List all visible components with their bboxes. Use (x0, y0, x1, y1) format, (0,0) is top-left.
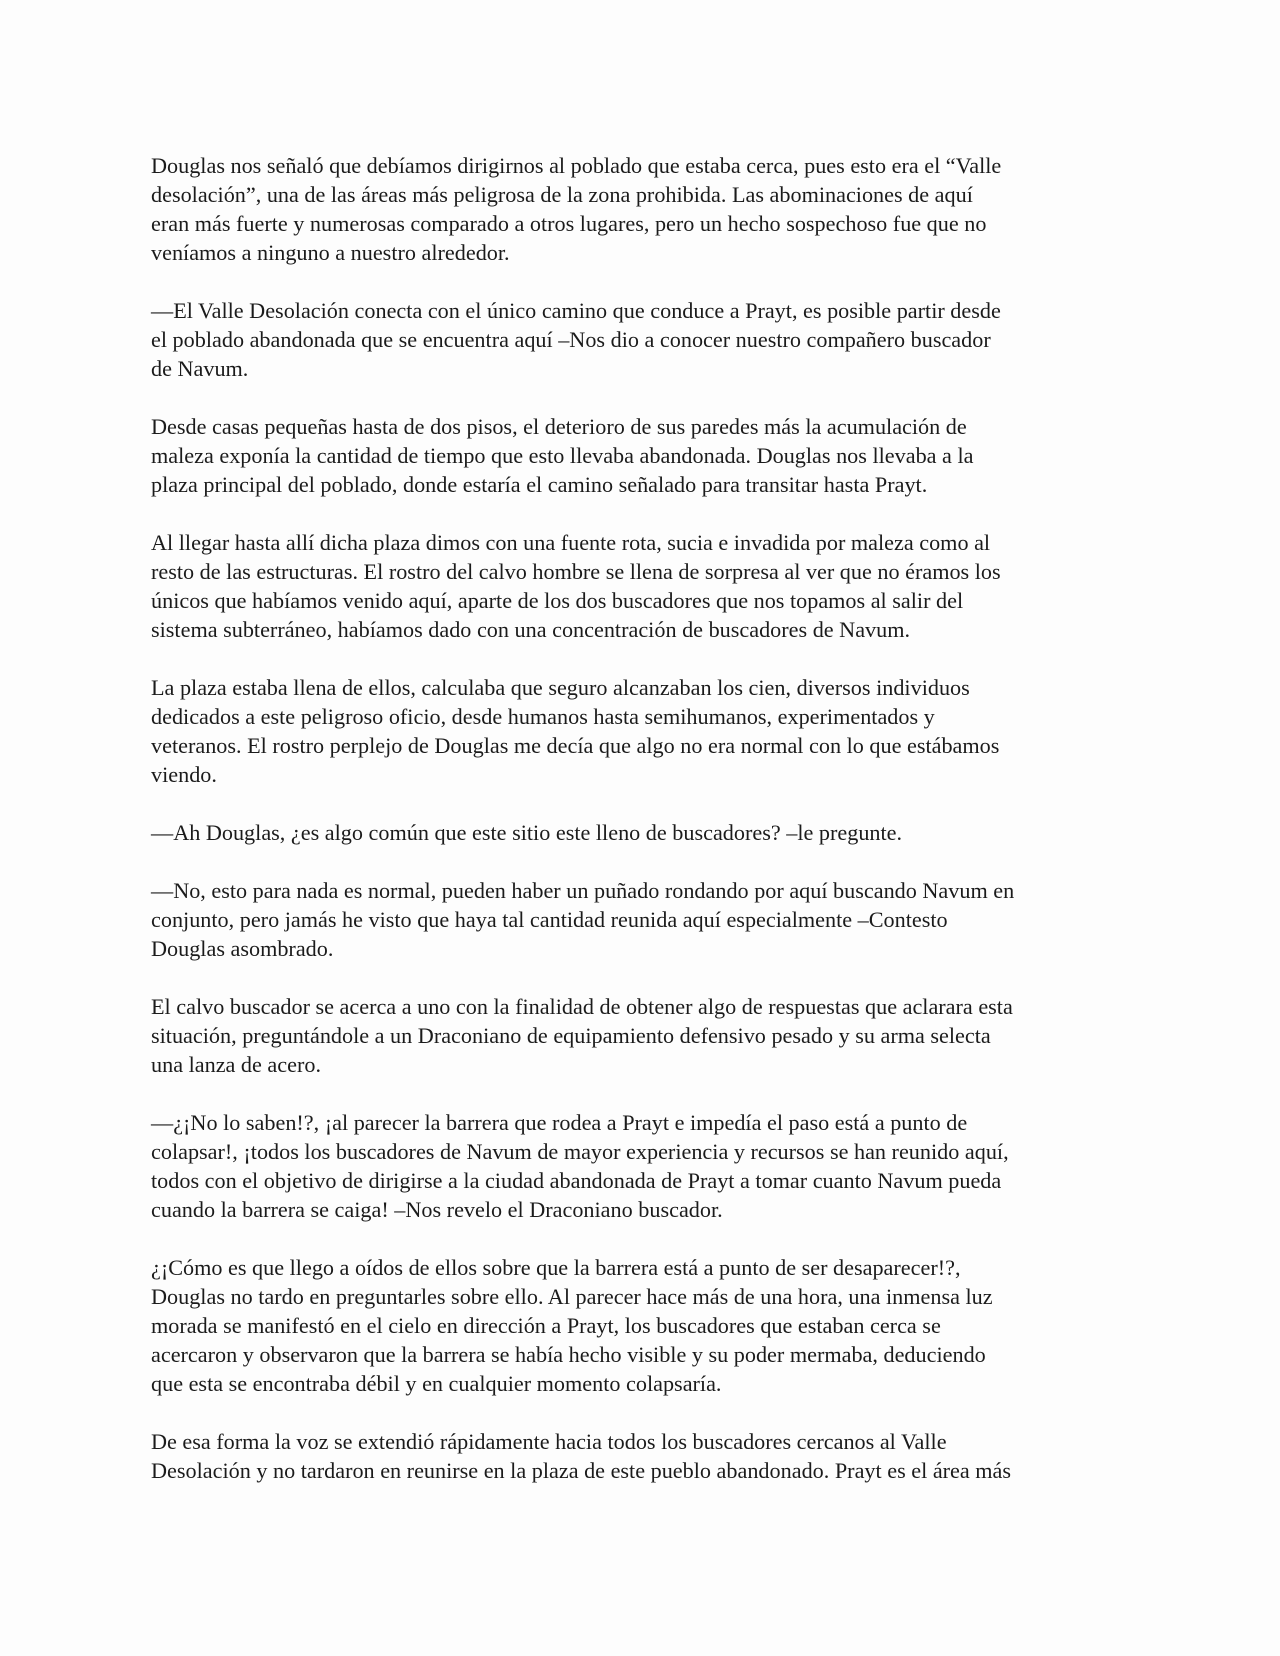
text-line: De esa forma la voz se extendió rápidamente hacia todos los buscadores cercanos al Valle (151, 1429, 947, 1454)
text-line: morada se manifestó en el cielo en dirección a Prayt, los buscadores que estaban cerca se (151, 1313, 941, 1338)
text-line: —Ah Douglas, ¿es algo común que este sitio este lleno de buscadores? –le pregunte. (151, 820, 903, 845)
text-line: dedicados a este peligroso oficio, desde humanos hasta semihumanos, experimentados y (151, 704, 935, 729)
text-line: conjunto, pero jamás he visto que haya tal cantidad reunida aquí especialmente –Contesto (151, 907, 948, 932)
text-line: ¿¡Cómo es que llego a oídos de ellos sobre que la barrera está a punto de ser desaparecer!?, (151, 1255, 961, 1280)
text-line: eran más fuerte y numerosas comparado a otros lugares, pero un hecho sospechoso fue que no (151, 211, 987, 236)
paragraph-6 (151, 818, 1136, 847)
paragraph-4 (151, 528, 1136, 644)
text-line: sistema subterráneo, habíamos dado con una concentración de buscadores de Navum. (151, 617, 911, 642)
text-line: —¿¡No lo saben!?, ¡al parecer la barrera que rodea a Prayt e impedía el paso está a punto de (151, 1110, 968, 1135)
paragraph-5 (151, 673, 1136, 789)
text-line: únicos que habíamos venido aquí, aparte de los dos buscadores que nos topamos al salir del (151, 588, 964, 613)
text-line: La plaza estaba llena de ellos, calculaba que seguro alcanzaban los cien, diversos individuos (151, 675, 970, 700)
text-line: de Navum. (151, 356, 249, 381)
text-line: cuando la barrera se caiga! –Nos revelo el Draconiano buscador. (151, 1197, 723, 1222)
paragraph-3 (151, 412, 1136, 499)
text-line: situación, preguntándole a un Draconiano de equipamiento defensivo pesado y su arma selecta (151, 1023, 991, 1048)
text-line: plaza principal del poblado, donde estaría el camino señalado para transitar hasta Prayt. (151, 472, 928, 497)
text-line: colapsar!, ¡todos los buscadores de Navum de mayor experiencia y recursos se han reunido aquí, (151, 1139, 1009, 1164)
text-line: maleza exponía la cantidad de tiempo que esto llevaba abandonada. Douglas nos llevaba a la (151, 443, 974, 468)
text-line: veníamos a ninguno a nuestro alrededor. (151, 240, 510, 265)
paragraph-2 (151, 296, 1136, 383)
paragraph-10 (151, 1253, 1136, 1398)
text-line: Al llegar hasta allí dicha plaza dimos con una fuente rota, sucia e invadida por maleza como al (151, 530, 991, 555)
text-line: Douglas asombrado. (151, 936, 334, 961)
text-line: veteranos. El rostro perplejo de Douglas me decía que algo no era normal con lo que estábamos (151, 733, 1000, 758)
document-body (151, 151, 1136, 1514)
text-line: acercaron y observaron que la barrera se había hecho visible y su poder mermaba, deduciendo (151, 1342, 986, 1367)
text-line: —El Valle Desolación conecta con el único camino que conduce a Prayt, es posible partir desde (151, 298, 1001, 323)
text-line: desolación”, una de las áreas más peligrosa de la zona prohibida. Las abominaciones de aquí (151, 182, 973, 207)
text-line: Douglas no tardo en preguntarles sobre ello. Al parecer hace más de una hora, una inmensa luz (151, 1284, 993, 1309)
text-line: una lanza de acero. (151, 1052, 321, 1077)
text-line: El calvo buscador se acerca a uno con la finalidad de obtener algo de respuestas que aclarara esta (151, 994, 1013, 1019)
text-line: el poblado abandonada que se encuentra aquí –Nos dio a conocer nuestro compañero buscador (151, 327, 991, 352)
text-line: Desolación y no tardaron en reunirse en la plaza de este pueblo abandonado. Prayt es el área más (151, 1458, 1012, 1483)
paragraph-1 (151, 151, 1136, 267)
text-line: viendo. (151, 762, 217, 787)
paragraph-11 (151, 1427, 1136, 1485)
paragraph-7 (151, 876, 1136, 963)
text-line: que esta se encontraba débil y en cualquier momento colapsaría. (151, 1371, 722, 1396)
paragraph-9 (151, 1108, 1136, 1224)
text-line: —No, esto para nada es normal, pueden haber un puñado rondando por aquí buscando Navum en (151, 878, 1015, 903)
text-line: Desde casas pequeñas hasta de dos pisos, el deterioro de sus paredes más la acumulación de (151, 414, 967, 439)
text-line: Douglas nos señaló que debíamos dirigirnos al poblado que estaba cerca, pues esto era el “Valle (151, 153, 1002, 178)
paragraph-8 (151, 992, 1136, 1079)
text-line: resto de las estructuras. El rostro del calvo hombre se llena de sorpresa al ver que no éramos los (151, 559, 1001, 584)
text-line: todos con el objetivo de dirigirse a la ciudad abandonada de Prayt a tomar cuanto Navum pueda (151, 1168, 1002, 1193)
